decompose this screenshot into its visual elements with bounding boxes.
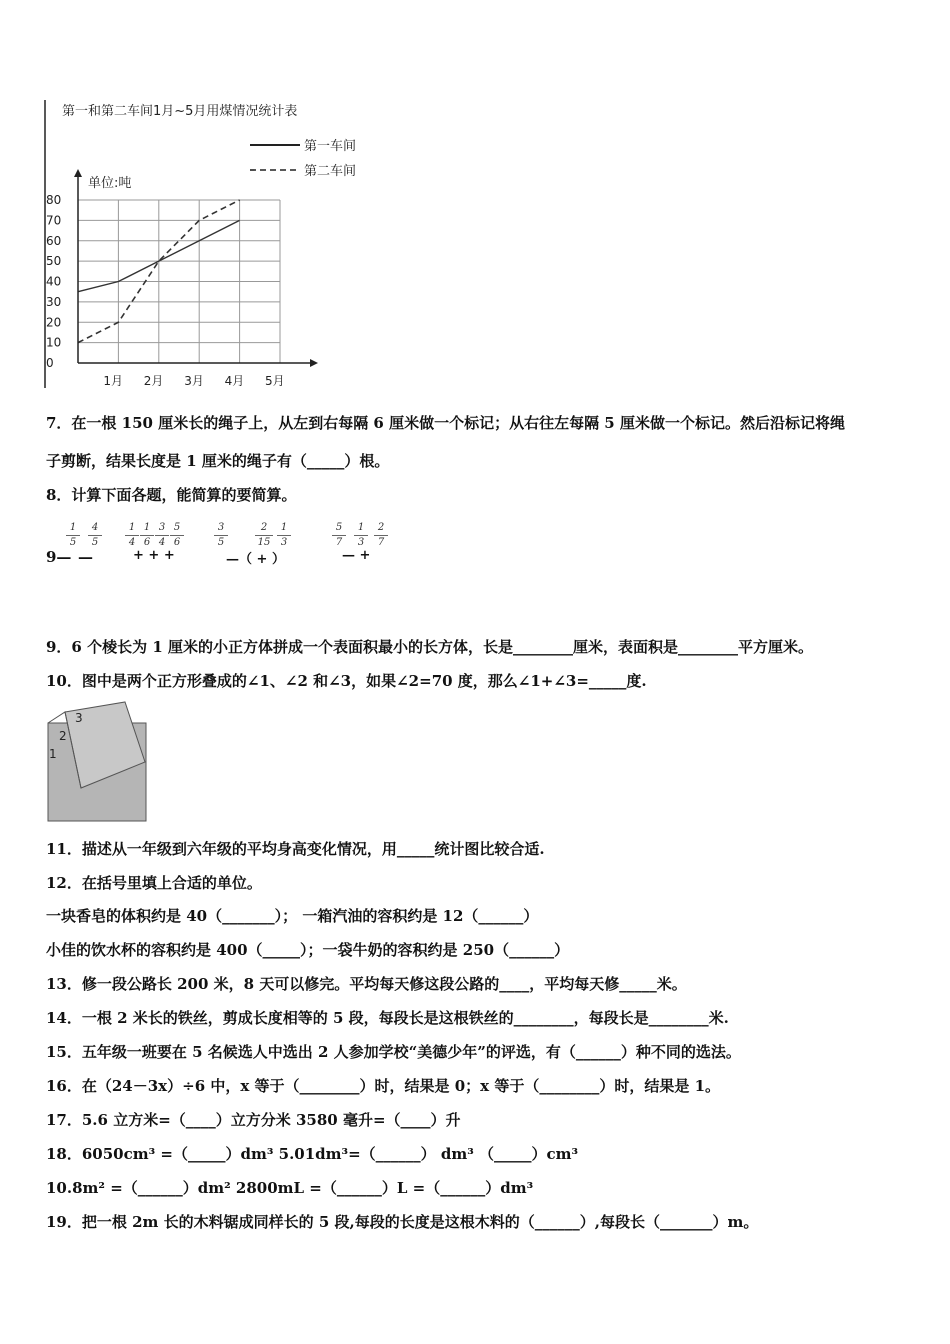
question-14: 14．一根 2 米长的铁丝，剪成长度相等的 5 段，每段长是这根铁丝的________，每段长是________米. bbox=[46, 1009, 729, 1027]
fraction bbox=[214, 522, 228, 549]
y-tick-label: 70 bbox=[46, 213, 62, 228]
denominator: 6 bbox=[173, 537, 181, 548]
denominator: 7 bbox=[335, 537, 343, 548]
expr-2-ops: + + + bbox=[133, 548, 175, 563]
numerator: 1 bbox=[69, 522, 77, 533]
angle-label-1: 1 bbox=[49, 747, 57, 761]
question-19: 19．把一根 2m 长的木料锯成同样长的 5 段,每段的长度是这根木料的（______）,每段长（_______）m。 bbox=[46, 1213, 759, 1231]
fraction bbox=[277, 522, 291, 549]
overlapping-squares-figure bbox=[45, 698, 155, 828]
x-tick-label: 5月 bbox=[265, 374, 285, 388]
question-7-line-2: 子剪断，结果长度是 1 厘米的绳子有（_____）根。 bbox=[46, 452, 390, 470]
y-tick-label: 50 bbox=[46, 254, 62, 269]
y-axis-unit: 单位:吨 bbox=[88, 176, 132, 191]
question-9: 9．6 个棱长为 1 厘米的小正方体拼成一个表面积最小的长方体，长是________厘米，表面积是________平方厘米。 bbox=[46, 638, 813, 656]
fraction bbox=[374, 522, 388, 549]
expr-1-lead: 9— bbox=[46, 548, 72, 566]
expr-1-ops: — bbox=[78, 548, 93, 566]
x-tick-label: 4月 bbox=[224, 374, 245, 388]
question-15: 15．五年级一班要在 5 名候选人中选出 2 人参加学校“美德少年”的评选，有（______）种不同的选法。 bbox=[46, 1043, 741, 1061]
denominator: 3 bbox=[280, 537, 288, 548]
numerator: 2 bbox=[377, 522, 385, 533]
numerator: 2 bbox=[260, 522, 268, 533]
question-12-line-b: 小佳的饮水杯的容积约是 400（_____）；一袋牛奶的容积约是 250（______） bbox=[46, 941, 570, 959]
y-tick-label: 10 bbox=[46, 335, 62, 350]
denominator: 4 bbox=[128, 537, 136, 548]
question-13: 13．修一段公路长 200 米，8 天可以修完。平均每天修这段公路的____，平均每天修_____米。 bbox=[46, 975, 687, 993]
question-17: 17．5.6 立方米=（____）立方分米 3580 毫升=（____）升 bbox=[46, 1111, 461, 1129]
y-tick-label: 40 bbox=[46, 274, 62, 289]
numerator: 1 bbox=[143, 522, 151, 533]
numerator: 1 bbox=[280, 522, 288, 533]
x-tick-label: 1月 bbox=[103, 374, 124, 388]
question-18-line-a: 18．6050cm³ =（_____）dm³ 5.01dm³=（______） dm³ （_____）cm³ bbox=[46, 1145, 579, 1163]
fraction bbox=[170, 522, 184, 549]
denominator: 3 bbox=[357, 537, 365, 548]
fraction bbox=[125, 522, 139, 549]
question-12: 12．在括号里填上合适的单位。 bbox=[46, 874, 262, 892]
y-axis-arrow bbox=[74, 169, 82, 177]
question-8: 8．计算下面各题，能简算的要简算。 bbox=[46, 486, 297, 504]
numerator: 5 bbox=[335, 522, 343, 533]
question-10: 10．图中是两个正方形叠成的∠1、∠2 和∠3，如果∠2=70 度，那么∠1+∠3=_____度. bbox=[46, 672, 647, 690]
fraction bbox=[354, 522, 368, 549]
question-12-line-a: 一块香皂的体积约是 40（_______）； 一箱汽油的容积约是 12（______） bbox=[46, 907, 539, 925]
y-tick-label: 20 bbox=[46, 315, 62, 330]
y-tick-label: 30 bbox=[46, 294, 62, 309]
chart-grid bbox=[78, 200, 280, 363]
fraction bbox=[155, 522, 169, 549]
expr-3-ops: —（ + ） bbox=[226, 552, 285, 567]
y-tick-label: 0 bbox=[46, 356, 54, 370]
denominator: 7 bbox=[377, 537, 385, 548]
legend-label-2: 第二车间 bbox=[304, 164, 357, 179]
denominator: 6 bbox=[143, 537, 151, 548]
x-tick-label: 2月 bbox=[143, 374, 164, 388]
question-18-line-b: 10.8m² =（______）dm² 2800mL =（______）L =（______）dm³ bbox=[46, 1179, 534, 1197]
denominator: 5 bbox=[69, 537, 77, 548]
numerator: 3 bbox=[217, 522, 225, 533]
denominator: 5 bbox=[217, 537, 225, 548]
numerator: 3 bbox=[158, 522, 166, 533]
question-7-line-1: 7．在一根 150 厘米长的绳子上，从左到右每隔 6 厘米做一个标记；从右往左每隔 5 厘米做一个标记。然后沿标记将绳 bbox=[46, 414, 845, 432]
angle-label-3: 3 bbox=[75, 711, 83, 725]
question-11: 11．描述从一年级到六年级的平均身高变化情况，用_____统计图比较合适. bbox=[46, 840, 545, 858]
numerator: 1 bbox=[128, 522, 136, 533]
y-tick-label: 60 bbox=[46, 233, 62, 248]
x-tick-label: 3月 bbox=[184, 374, 204, 388]
fraction bbox=[140, 522, 154, 549]
angle-label-2: 2 bbox=[59, 729, 67, 743]
line-chart bbox=[40, 95, 380, 395]
denominator: 15 bbox=[257, 537, 271, 548]
numerator: 4 bbox=[91, 522, 99, 533]
expr-4-ops: — + bbox=[342, 548, 371, 563]
fraction bbox=[88, 522, 102, 549]
numerator: 5 bbox=[173, 522, 181, 533]
fraction bbox=[332, 522, 346, 549]
denominator: 4 bbox=[158, 537, 166, 548]
legend-label-1: 第一车间 bbox=[304, 139, 357, 154]
x-axis-arrow bbox=[310, 359, 318, 367]
chart-title: 第一和第二车间1月~5月用煤情况统计表 bbox=[62, 104, 298, 119]
y-tick-label: 80 bbox=[46, 193, 62, 207]
denominator: 5 bbox=[91, 537, 99, 548]
question-16: 16．在（24－3x）÷6 中，x 等于（________）时，结果是 0；x 等于（________）时，结果是 1。 bbox=[46, 1077, 721, 1095]
fraction bbox=[255, 522, 273, 549]
fraction bbox=[66, 522, 80, 549]
numerator: 1 bbox=[357, 522, 365, 533]
